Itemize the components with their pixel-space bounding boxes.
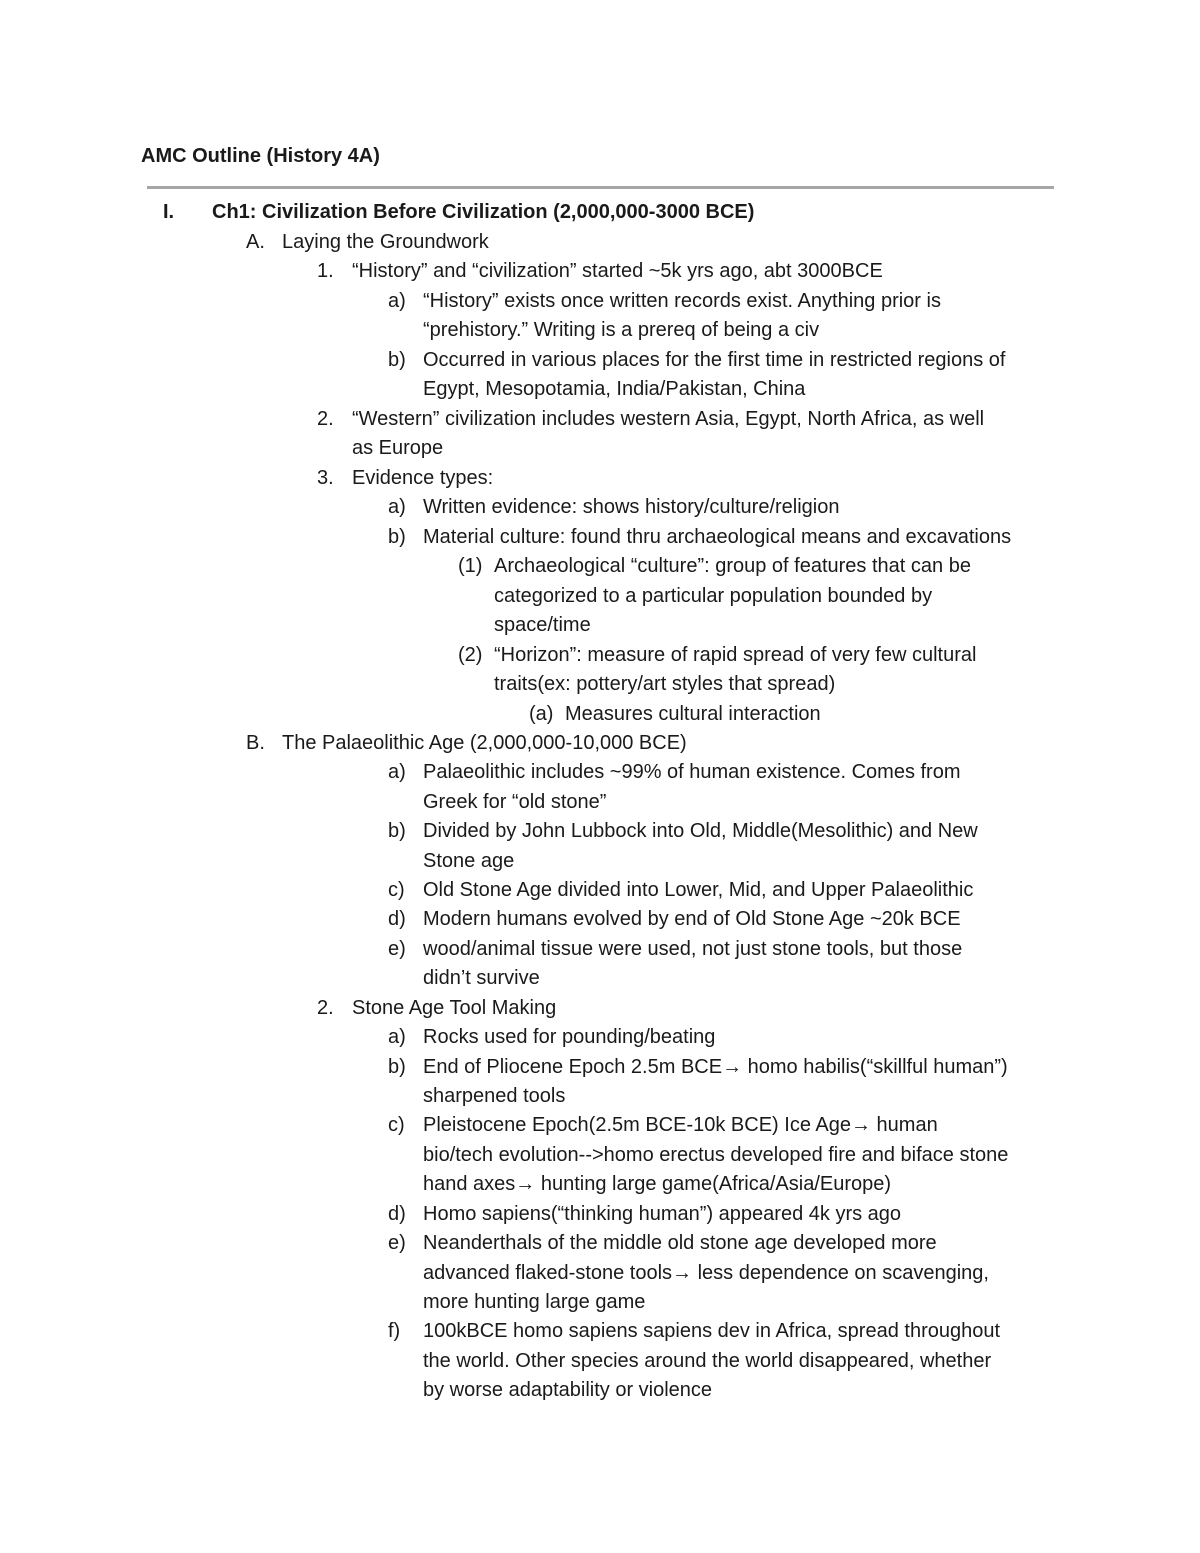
outline-marker: B. [246, 732, 265, 754]
outline-marker: a) [388, 290, 406, 312]
outline-text: more hunting large game [423, 1291, 646, 1313]
outline-text: Archaeological “culture”: group of features that can be [494, 555, 971, 577]
outline-text: advanced flaked-stone tools→ less dependence on scavenging, [423, 1262, 989, 1284]
outline-marker: I. [163, 201, 175, 223]
outline-marker: b) [388, 820, 406, 842]
outline-text: Material culture: found thru archaeological means and excavations [423, 526, 1012, 548]
outline-text: sharpened tools [423, 1085, 566, 1107]
outline-text: Measures cultural interaction [565, 703, 821, 725]
outline-text: Homo sapiens(“thinking human”) appeared 4k yrs ago [423, 1203, 902, 1225]
outline-text: didn’t survive [423, 967, 540, 989]
outline-text: Occurred in various places for the first time in restricted regions of [423, 349, 1006, 371]
outline-marker: d) [388, 1203, 406, 1225]
outline-text: the world. Other species around the world disappeared, whether [423, 1350, 992, 1372]
outline-text: Laying the Groundwork [282, 231, 489, 253]
outline-marker: a) [388, 761, 406, 783]
outline-marker: d) [388, 908, 406, 930]
outline-text: Stone age [423, 850, 515, 872]
outline-text: Palaeolithic includes ~99% of human existence. Comes from [423, 761, 961, 783]
outline-text: 100kBCE homo sapiens sapiens dev in Africa, spread throughout [423, 1320, 1001, 1342]
outline-text: as Europe [352, 437, 444, 459]
outline-text: by worse adaptability or violence [423, 1379, 713, 1401]
outline-text: “History” and “civilization” started ~5k yrs ago, abt 3000BCE [352, 260, 883, 282]
outline-text: wood/animal tissue were used, not just stone tools, but those [423, 938, 963, 960]
outline-marker: 2. [317, 997, 334, 1019]
outline-text: Evidence types: [352, 467, 494, 489]
outline-marker: A. [246, 231, 265, 253]
outline-text: “History” exists once written records exist. Anything prior is [423, 290, 941, 312]
outline-text: “prehistory.” Writing is a prereq of being a civ [423, 319, 820, 341]
outline-marker: b) [388, 526, 406, 548]
outline-text: Neanderthals of the middle old stone age developed more [423, 1232, 937, 1254]
outline-marker: a) [388, 1026, 406, 1048]
outline-marker: 2. [317, 408, 334, 430]
outline-text: The Palaeolithic Age (2,000,000-10,000 BCE) [282, 732, 687, 754]
outline-text: hand axes→ hunting large game(Africa/Asia/Europe) [423, 1173, 892, 1195]
outline-marker: (2) [458, 644, 483, 666]
outline-marker: (1) [458, 555, 483, 577]
outline-marker: (a) [529, 703, 554, 725]
outline-text: Stone Age Tool Making [352, 997, 557, 1019]
outline-text: categorized to a particular population bounded by [494, 585, 933, 607]
outline-text: Rocks used for pounding/beating [423, 1026, 716, 1048]
outline-text: “Western” civilization includes western Asia, Egypt, North Africa, as well [352, 408, 985, 430]
outline-marker: e) [388, 1232, 406, 1254]
outline-marker: c) [388, 879, 405, 901]
outline-text: traits(ex: pottery/art styles that spread) [494, 673, 836, 695]
document-title: AMC Outline (History 4A) [141, 145, 380, 167]
outline-text: “Horizon”: measure of rapid spread of very few cultural [494, 644, 977, 666]
outline-marker: e) [388, 938, 406, 960]
outline-text: Egypt, Mesopotamia, India/Pakistan, China [423, 378, 806, 400]
outline-text: Ch1: Civilization Before Civilization (2,000,000-3000 BCE) [212, 201, 755, 223]
outline-marker: b) [388, 349, 406, 371]
title-divider [147, 186, 1054, 189]
outline-text: Old Stone Age divided into Lower, Mid, and Upper Palaeolithic [423, 879, 974, 901]
outline-marker: 1. [317, 260, 334, 282]
outline-marker: c) [388, 1114, 405, 1136]
outline-text: Pleistocene Epoch(2.5m BCE-10k BCE) Ice Age→ human [423, 1114, 938, 1136]
outline-text: End of Pliocene Epoch 2.5m BCE→ homo habilis(“skillful human”) [423, 1056, 1008, 1078]
outline-marker: 3. [317, 467, 334, 489]
outline-text: Divided by John Lubbock into Old, Middle(Mesolithic) and New [423, 820, 978, 842]
outline-text: Greek for “old stone” [423, 791, 607, 813]
outline-text: space/time [494, 614, 591, 636]
outline-marker: f) [388, 1320, 401, 1342]
outline-text: bio/tech evolution-->homo erectus developed fire and biface stone [423, 1144, 1009, 1166]
outline-text: Modern humans evolved by end of Old Stone Age ~20k BCE [423, 908, 961, 930]
outline-marker: a) [388, 496, 406, 518]
outline-text: Written evidence: shows history/culture/religion [423, 496, 840, 518]
outline-marker: b) [388, 1056, 406, 1078]
